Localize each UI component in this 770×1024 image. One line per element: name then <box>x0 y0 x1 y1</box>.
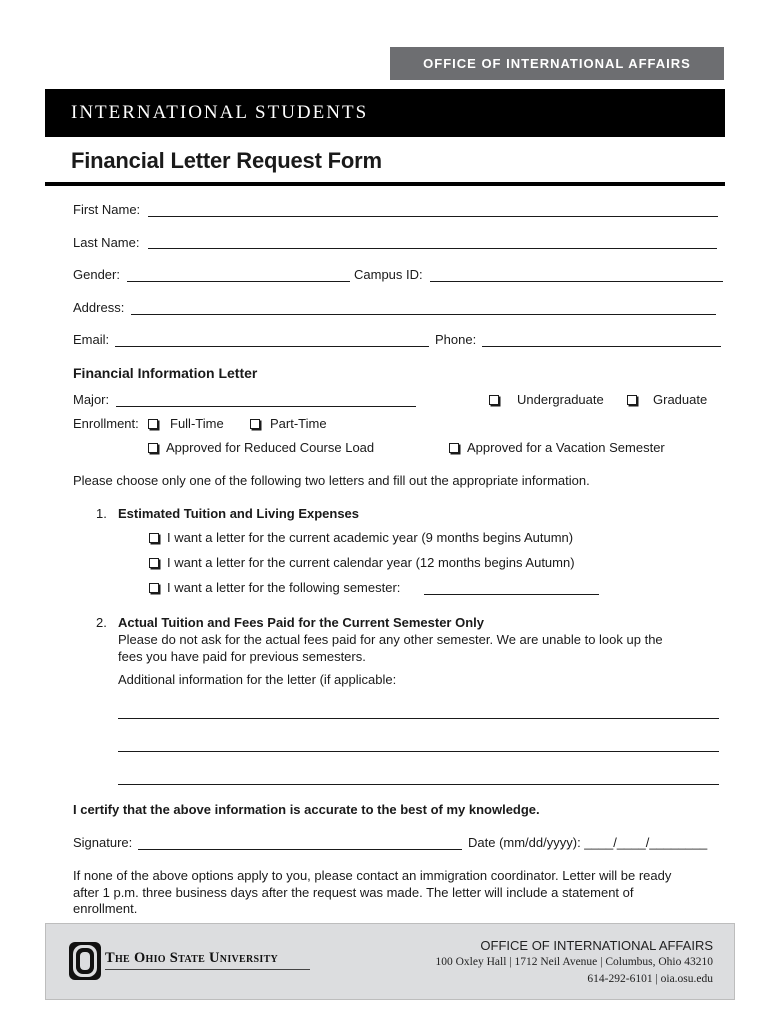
office-banner <box>390 47 724 80</box>
reduced-load-checkbox[interactable] <box>148 443 158 453</box>
following-semester-field[interactable] <box>424 594 599 595</box>
undergraduate-label: Undergraduate <box>517 392 604 407</box>
footer-office-name: OFFICE OF INTERNATIONAL AFFAIRS <box>480 938 713 953</box>
academic-year-label: I want a letter for the current academic year (9 months begins Autumn) <box>167 530 574 545</box>
block-o-logo <box>68 941 102 981</box>
additional-info-label: Additional information for the letter (if applicable: <box>118 672 397 687</box>
first-name-field[interactable] <box>148 216 718 217</box>
graduate-option[interactable] <box>627 392 707 407</box>
form-title: Financial Letter Request Form <box>71 148 382 173</box>
phone-label: Phone: <box>435 332 477 347</box>
phone-field[interactable] <box>482 346 721 347</box>
financial-info-heading: Financial Information Letter <box>73 365 258 381</box>
option1-heading: Estimated Tuition and Living Expenses <box>118 506 360 521</box>
option2-heading: Actual Tuition and Fees Paid for the Current Semester Only <box>118 615 484 630</box>
calendar-year-label: I want a letter for the current calendar year (12 months begins Autumn) <box>167 555 575 570</box>
option2-note-line1: Please do not ask for the actual fees paid for any other semester. We are unable to look up the <box>118 632 663 647</box>
university-wordmark: The Ohio State University <box>105 950 279 966</box>
wordmark-underline <box>105 969 310 970</box>
undergraduate-option[interactable] <box>489 392 604 407</box>
reduced-load-option[interactable] <box>148 440 374 455</box>
office-banner-text: OFFICE OF INTERNATIONAL AFFAIRS <box>423 56 691 71</box>
last-name-field[interactable] <box>148 248 717 249</box>
following-semester-option[interactable] <box>149 580 400 595</box>
graduate-checkbox[interactable] <box>627 395 637 405</box>
campus-id-field[interactable] <box>430 281 723 282</box>
vacation-checkbox[interactable] <box>449 443 459 453</box>
part-time-checkbox[interactable] <box>250 419 260 429</box>
reduced-load-label: Approved for Reduced Course Load <box>166 440 375 455</box>
instructions: Please choose only one of the following two letters and fill out the appropriate information. <box>73 473 590 488</box>
additional-info-line-2[interactable] <box>118 751 719 752</box>
date-field[interactable]: Date (mm/dd/yyyy): ____/____/________ <box>468 835 708 850</box>
first-name-label: First Name: <box>73 202 141 217</box>
footer-contact: 614-292-6101 | oia.osu.edu <box>587 973 713 985</box>
undergraduate-checkbox[interactable] <box>489 395 499 405</box>
academic-year-checkbox[interactable] <box>149 533 159 543</box>
campus-id-label: Campus ID: <box>354 267 423 282</box>
section-banner-text: INTERNATIONAL STUDENTS <box>71 102 369 123</box>
address-field[interactable] <box>131 314 716 315</box>
following-semester-label: I want a letter for the following semester: <box>167 580 401 595</box>
additional-info-line-1[interactable] <box>118 718 719 719</box>
signature-label: Signature: <box>73 835 133 850</box>
last-name-label: Last Name: <box>73 235 140 250</box>
vacation-label: Approved for a Vacation Semester <box>467 440 665 455</box>
major-field[interactable] <box>116 406 416 407</box>
closing-line-3: enrollment. <box>73 901 138 916</box>
email-label: Email: <box>73 332 110 347</box>
closing-line-1: If none of the above options apply to you, please contact an immigration coordinator. Letter will be ready <box>73 868 672 883</box>
option1-number: 1. <box>96 506 107 521</box>
address-label: Address: <box>73 300 125 315</box>
title-divider <box>45 182 725 186</box>
section-banner <box>45 89 725 137</box>
calendar-year-checkbox[interactable] <box>149 558 159 568</box>
email-field[interactable] <box>115 346 429 347</box>
additional-info-line-3[interactable] <box>118 784 719 785</box>
full-time-option[interactable] <box>148 416 224 431</box>
gender-field[interactable] <box>127 281 350 282</box>
full-time-checkbox[interactable] <box>148 419 158 429</box>
part-time-option[interactable] <box>250 416 327 431</box>
vacation-option[interactable] <box>449 440 665 455</box>
certification-statement: I certify that the above information is accurate to the best of my knowledge. <box>73 802 540 817</box>
enrollment-label: Enrollment: <box>73 416 139 431</box>
calendar-year-option[interactable] <box>149 555 575 570</box>
signature-field[interactable] <box>138 849 462 850</box>
major-label: Major: <box>73 392 110 407</box>
closing-line-2: after 1 p.m. three business days after the request was made. The letter will include a statement of <box>73 885 634 900</box>
academic-year-option[interactable] <box>149 530 573 545</box>
gender-label: Gender: <box>73 267 120 282</box>
graduate-label: Graduate <box>653 392 708 407</box>
option2-note-line2: fees you have paid for previous semesters. <box>118 649 366 664</box>
footer-address: 100 Oxley Hall | 1712 Neil Avenue | Columbus, Ohio 43210 <box>435 956 713 968</box>
following-semester-checkbox[interactable] <box>149 583 159 593</box>
full-time-label: Full-Time <box>170 416 224 431</box>
option2-number: 2. <box>96 615 107 630</box>
part-time-label: Part-Time <box>270 416 327 431</box>
